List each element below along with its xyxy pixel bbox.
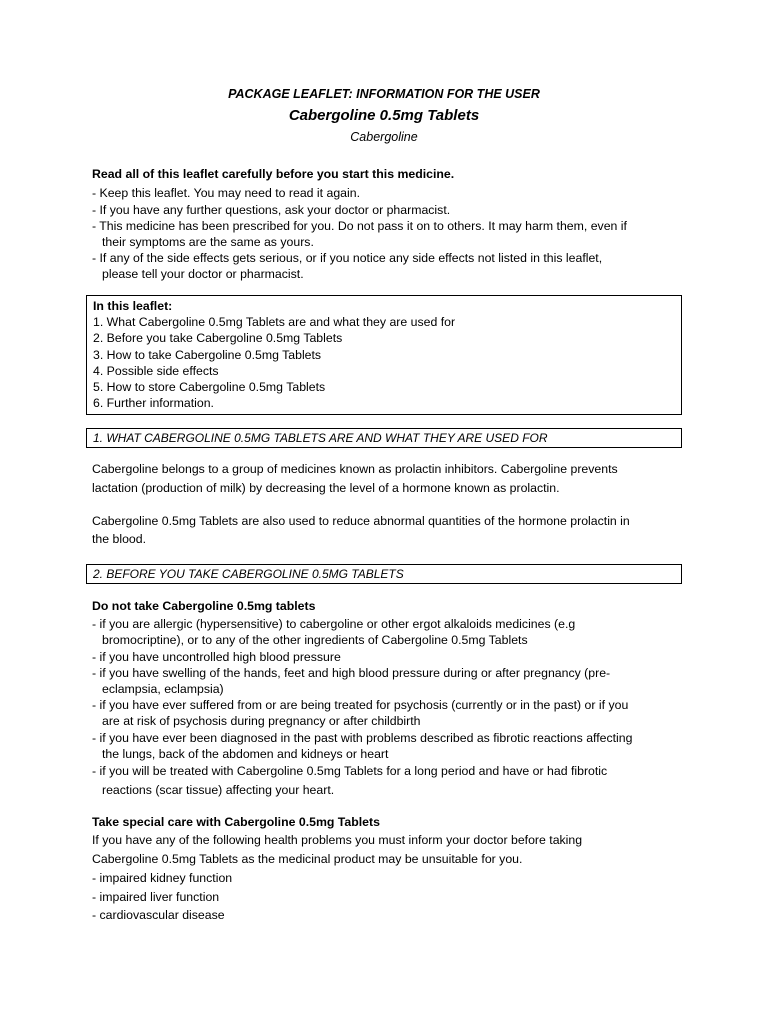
leaflet-title: PACKAGE LEAFLET: INFORMATION FOR THE USER — [228, 87, 540, 101]
special-care-heading: Take special care with Cabergoline 0.5mg Tablets — [92, 815, 380, 829]
do-not-take-item: - if you have uncontrolled high blood pressure — [92, 650, 341, 664]
do-not-take-item: - if you are allergic (hypersensitive) to cabergoline or other ergot alkaloids medicines (e.g — [92, 617, 576, 631]
do-not-take-item: - if you will be treated with Cabergoline 0.5mg Tablets for a long period and have or had fibrotic — [92, 764, 608, 778]
contents-item: 5. How to store Cabergoline 0.5mg Tablets — [93, 380, 326, 394]
contents-heading: In this leaflet: — [93, 299, 173, 313]
section1-text: lactation (production of milk) by decreasing the level of a hormone known as prolactin. — [92, 481, 560, 495]
section1-heading: 1. WHAT CABERGOLINE 0.5MG TABLETS ARE AND WHAT THEY ARE USED FOR — [93, 431, 548, 445]
special-care-text: If you have any of the following health problems you must inform your doctor before taking — [92, 833, 583, 847]
do-not-take-item: - if you have swelling of the hands, feet and high blood pressure during or after pregnancy (pre- — [92, 666, 611, 680]
special-care-item: - impaired kidney function — [92, 871, 233, 885]
product-name: Cabergoline 0.5mg Tablets — [288, 107, 480, 124]
special-care-item: - cardiovascular disease — [92, 908, 225, 922]
intro-item-continuation: their symptoms are the same as yours. — [102, 235, 314, 249]
intro-heading: Read all of this leaflet carefully before you start this medicine. — [92, 167, 455, 181]
do-not-take-heading: Do not take Cabergoline 0.5mg tablets — [92, 599, 316, 613]
do-not-take-continuation: are at risk of psychosis during pregnancy or after childbirth — [102, 714, 421, 728]
intro-item: - If any of the side effects gets serious, or if you notice any side effects not listed in this leaflet, — [92, 251, 603, 265]
do-not-take-item: - if you have ever suffered from or are being treated for psychosis (currently or in the past) or if you — [92, 698, 629, 712]
do-not-take-continuation: the lungs, back of the abdomen and kidneys or heart — [102, 747, 389, 761]
intro-item: - Keep this leaflet. You may need to read it again. — [92, 186, 360, 200]
contents-item: 1. What Cabergoline 0.5mg Tablets are and what they are used for — [93, 315, 456, 329]
section1-text: Cabergoline 0.5mg Tablets are also used to reduce abnormal quantities of the hormone prolactin in — [92, 514, 630, 528]
special-care-item: - impaired liver function — [92, 890, 220, 904]
contents-item: 6. Further information. — [93, 396, 214, 410]
section1-text: Cabergoline belongs to a group of medicines known as prolactin inhibitors. Cabergoline prevents — [92, 462, 618, 476]
contents-item: 4. Possible side effects — [93, 364, 219, 378]
do-not-take-item: - if you have ever been diagnosed in the past with problems described as fibrotic reactions affecting — [92, 731, 633, 745]
contents-box — [86, 295, 682, 415]
contents-item: 3. How to take Cabergoline 0.5mg Tablets — [93, 348, 322, 362]
intro-item: - If you have any further questions, ask your doctor or pharmacist. — [92, 203, 451, 217]
do-not-take-continuation: reactions (scar tissue) affecting your heart. — [102, 783, 335, 797]
intro-item-continuation: please tell your doctor or pharmacist. — [102, 267, 304, 281]
contents-item: 2. Before you take Cabergoline 0.5mg Tablets — [93, 331, 343, 345]
intro-item: - This medicine has been prescribed for you. Do not pass it on to others. It may harm them, even if — [92, 219, 627, 233]
section1-heading-box — [86, 428, 682, 448]
special-care-text: Cabergoline 0.5mg Tablets as the medicinal product may be unsuitable for you. — [92, 852, 523, 866]
section1-text: the blood. — [92, 532, 147, 546]
do-not-take-continuation: bromocriptine), or to any of the other ingredients of Cabergoline 0.5mg Tablets — [102, 633, 528, 647]
section2-heading-box — [86, 564, 682, 584]
section2-heading: 2. BEFORE YOU TAKE CABERGOLINE 0.5MG TABLETS — [93, 567, 404, 581]
do-not-take-continuation: eclampsia, eclampsia) — [102, 682, 224, 696]
generic-name: Cabergoline — [350, 130, 418, 144]
